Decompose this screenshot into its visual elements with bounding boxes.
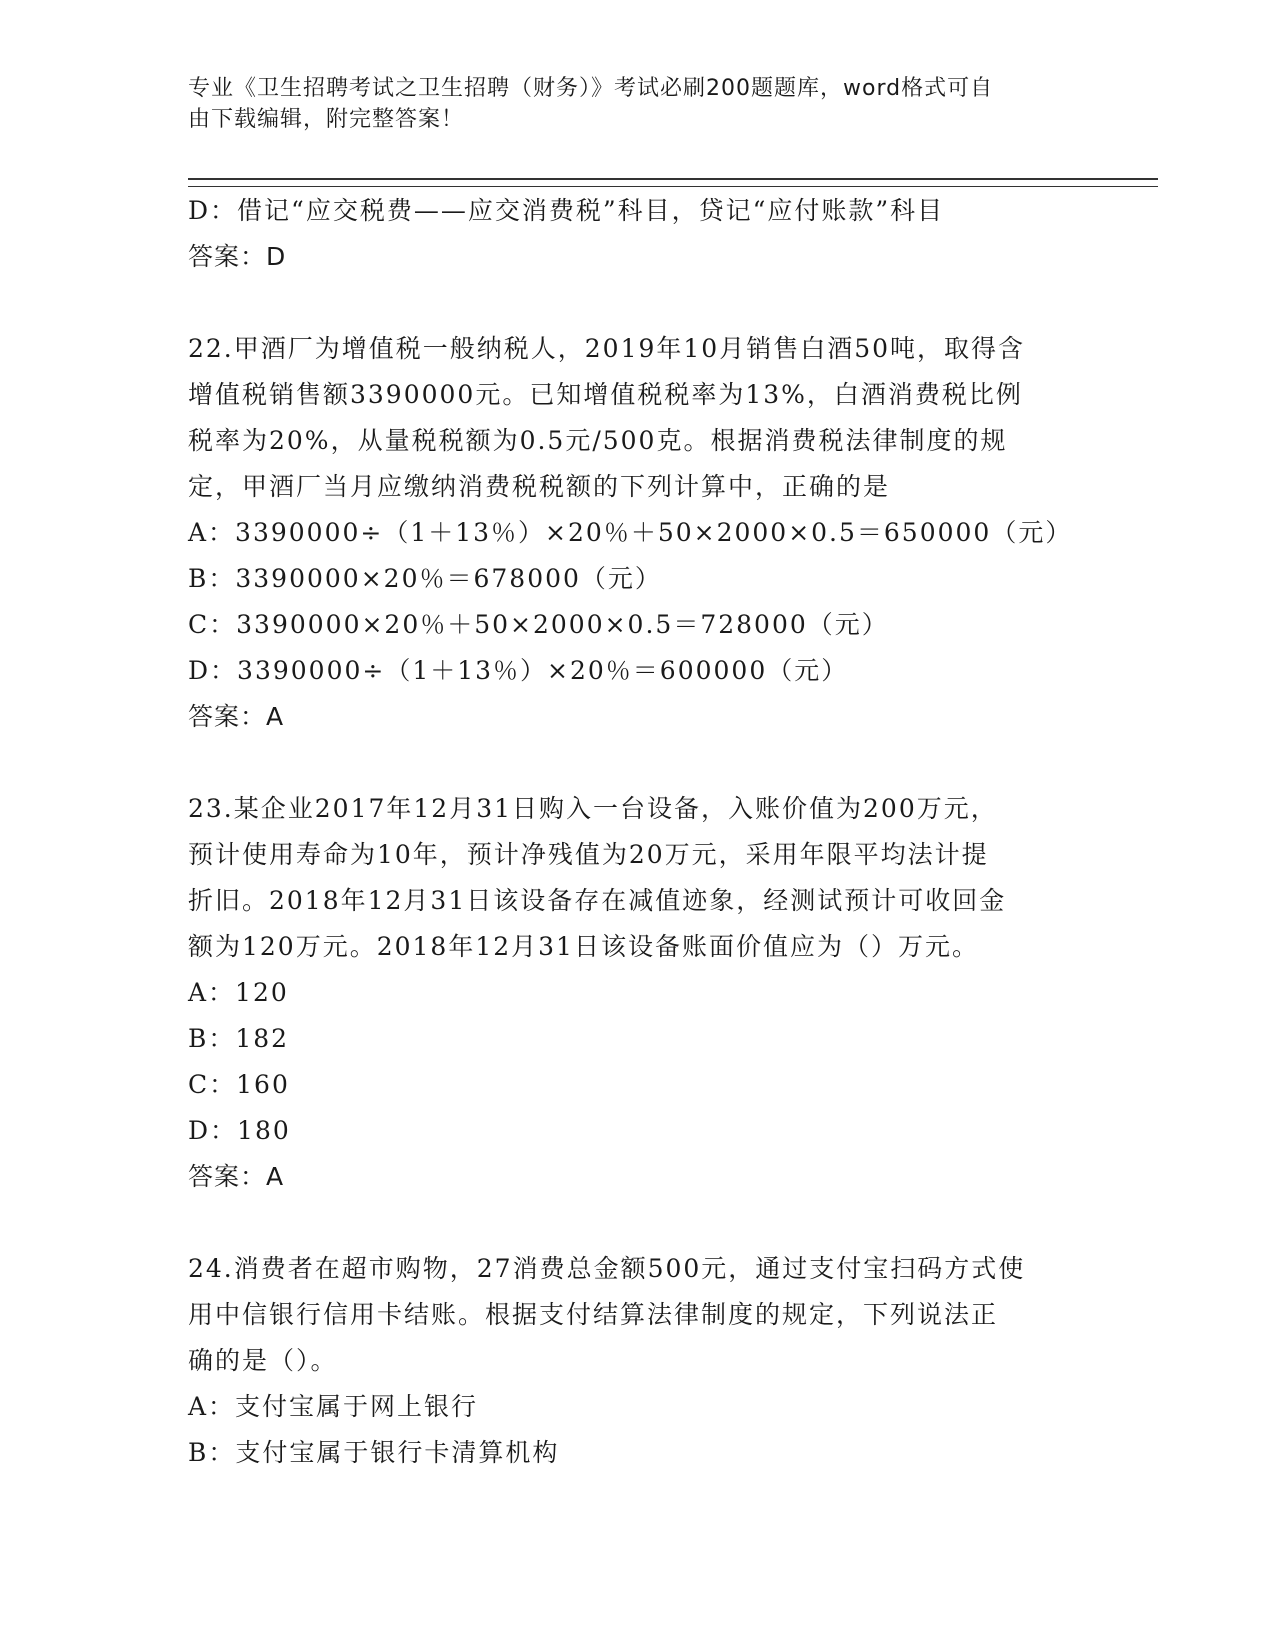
option-a: A：120 [188, 978, 289, 1007]
header-line-1: 专业《卫生招聘考试之卫生招聘（财务）》考试必刷200题题库，word格式可自 [188, 76, 994, 101]
document-body [188, 188, 1088, 1476]
question-23 [188, 786, 1088, 1200]
option-b: B：支付宝属于银行卡清算机构 [188, 1438, 560, 1467]
question-stem-line: 24.消费者在超市购物，27消费总金额500元，通过支付宝扫码方式使 [188, 1254, 1026, 1283]
option-a: A：支付宝属于网上银行 [188, 1392, 479, 1421]
question-stem-line: 确的是（）。 [188, 1346, 338, 1375]
question-stem-line: 增值税销售额3390000元。已知增值税税率为13%，白酒消费税比例 [188, 380, 1023, 409]
option-d: D：3390000÷（1＋13％）×20％＝600000（元） [188, 656, 849, 685]
option-b: B：182 [188, 1024, 290, 1053]
question-stem-line: 折旧。2018年12月31日该设备存在减值迹象，经测试预计可收回金 [188, 886, 1007, 915]
header-line-2: 由下载编辑，附完整答案！ [188, 107, 465, 132]
option-c: C：3390000×20％＋50×2000×0.5＝728000（元） [188, 610, 889, 639]
question-22 [188, 326, 1088, 740]
question-stem-line: 22.甲酒厂为增值税一般纳税人，2019年10月销售白酒50吨，取得含 [188, 334, 1026, 363]
header-divider [188, 178, 1158, 187]
option-a: A：3390000÷（1＋13％）×20％＋50×2000×0.5＝650000（元） [188, 518, 1073, 547]
answer: 答案：A [188, 1162, 285, 1191]
answer: 答案：A [188, 702, 285, 731]
page-header [188, 73, 1088, 135]
spacer [188, 1200, 1088, 1246]
question-stem-line: 额为120万元。2018年12月31日该设备账面价值应为（）万元。 [188, 932, 979, 961]
prev-answer: 答案：D [188, 242, 287, 271]
question-stem-line: 用中信银行信用卡结账。根据支付结算法律制度的规定，下列说法正 [188, 1300, 999, 1329]
option-c: C：160 [188, 1070, 290, 1099]
question-stem-line: 定，甲酒厂当月应缴纳消费税税额的下列计算中，正确的是 [188, 472, 891, 501]
option-b: B：3390000×20％＝678000（元） [188, 564, 662, 593]
question-stem-line: 预计使用寿命为10年，预计净残值为20万元，采用年限平均法计提 [188, 840, 989, 869]
question-stem-line: 23.某企业2017年12月31日购入一台设备，入账价值为200万元， [188, 794, 998, 823]
prev-option-d: D：借记“应交税费——应交消费税”科目，贷记“应付账款”科目 [188, 196, 945, 225]
spacer [188, 740, 1088, 786]
question-24 [188, 1246, 1088, 1476]
spacer [188, 280, 1088, 326]
question-stem-line: 税率为20%，从量税税额为0.5元/500克。根据消费税法律制度的规 [188, 426, 1008, 455]
option-d: D：180 [188, 1116, 291, 1145]
